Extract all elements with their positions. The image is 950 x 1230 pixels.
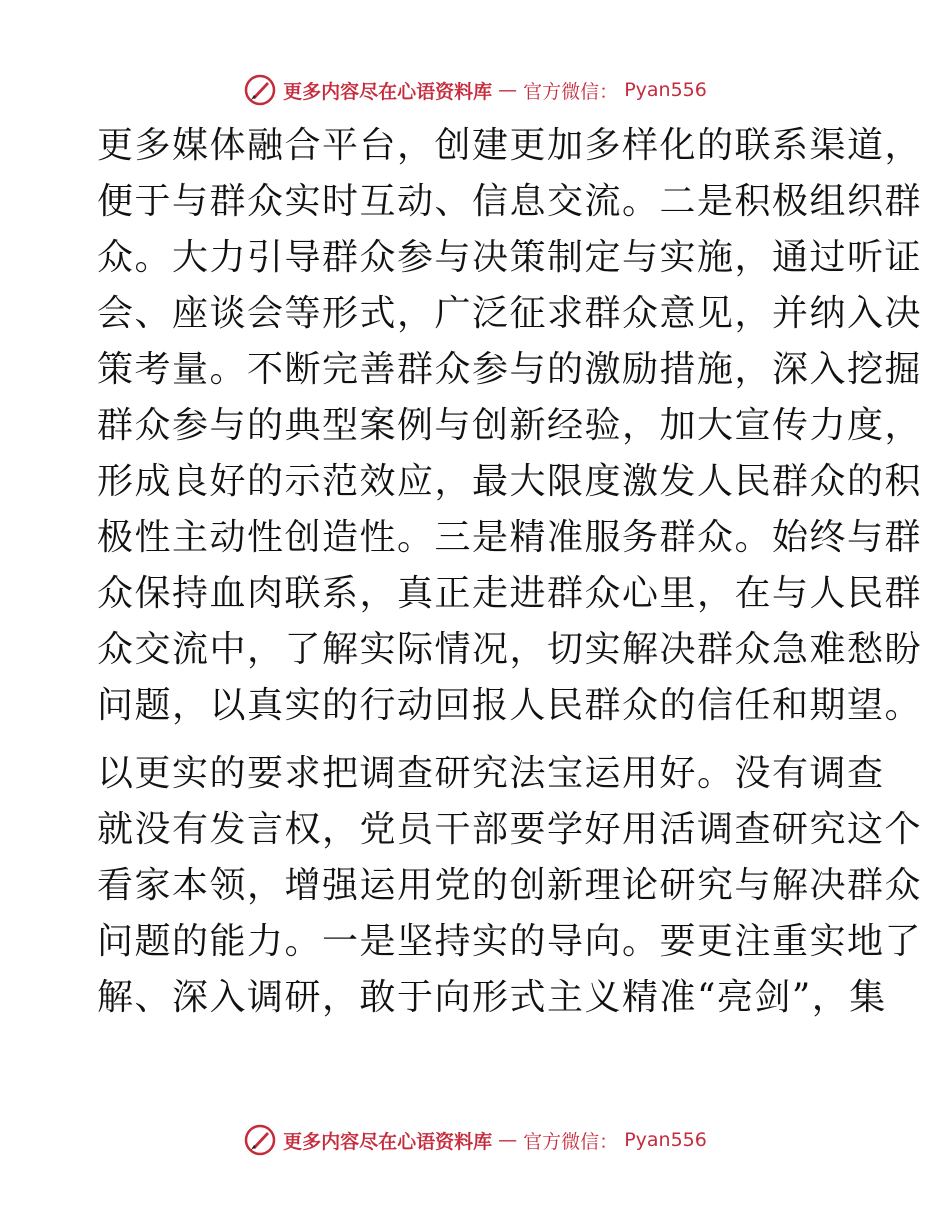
paragraph-gap [97,734,857,746]
text-line: 众。大力引导群众参与决策制定与实施，通过听证 [97,237,923,278]
header-wechat-label: 官方微信： [523,80,619,103]
text-line: 众保持血肉联系，真正走进群众心里，在与人民群 [97,573,923,614]
text-line: 形成良好的示范效应，最大限度激发人民群众的积 [97,461,923,502]
footer-banner [0,1120,950,1160]
text-line: 会、座谈会等形式，广泛征求群众意见，并纳入决 [97,293,923,334]
text-line: 解、深入调研，敢于向形式主义精准“亮剑”，集 [97,977,887,1018]
footer-site-name: 更多内容尽在心语资料库 [283,1130,493,1153]
text-line: 群众参与的典型案例与创新经验，加大宣传力度， [97,405,923,446]
paragraph [97,746,923,1026]
text-line: 策考量。不断完善群众参与的激励措施，深入挖掘 [97,349,923,390]
footer-banner-inner [243,1123,707,1157]
footer-separator: — [498,1129,518,1151]
feather-pen-logo-icon [243,73,277,107]
footer-wechat-id: Pyan556 [624,1129,707,1151]
text-line: 极性主动性创造性。三是精准服务群众。始终与群 [97,517,923,558]
feather-pen-logo-icon [243,1123,277,1157]
header-banner-inner [243,73,707,107]
document-body [97,118,923,1026]
footer-wechat-label: 官方微信： [523,1130,619,1153]
text-line: 看家本领，增强运用党的创新理论研究与解决群众 [97,865,923,906]
paragraph [97,118,923,734]
text-line: 问题的能力。一是坚持实的导向。要更注重实地了 [97,921,923,962]
text-line: 便于与群众实时互动、信息交流。二是积极组织群 [97,181,923,222]
text-line: 问题，以真实的行动回报人民群众的信任和期望。 [97,685,923,726]
header-banner [0,70,950,110]
text-line: 更多媒体融合平台，创建更加多样化的联系渠道， [97,125,923,166]
header-site-name: 更多内容尽在心语资料库 [283,80,493,103]
text-line: 以更实的要求把调查研究法宝运用好。没有调查 [97,753,885,794]
text-line: 众交流中，了解实际情况，切实解决群众急难愁盼 [97,629,923,670]
text-line: 就没有发言权，党员干部要学好用活调查研究这个 [97,809,923,850]
header-separator: — [498,79,518,101]
header-wechat-id: Pyan556 [624,79,707,101]
